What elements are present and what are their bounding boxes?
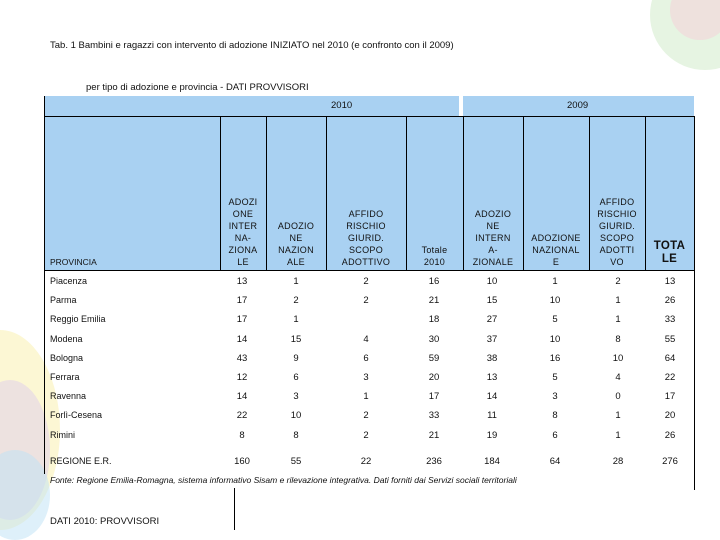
value-cell: 26: [664, 295, 676, 306]
value-cell: 13: [236, 276, 248, 287]
value-cell: 27: [486, 314, 498, 325]
value-cell: 22: [360, 456, 372, 467]
value-cell: 26: [664, 430, 676, 441]
value-cell: 28: [612, 456, 624, 467]
year-header-2010: 2010: [331, 100, 353, 111]
value-cell: 55: [290, 456, 302, 467]
value-cell: 14: [236, 334, 248, 345]
value-cell: 21: [428, 430, 440, 441]
column-header-adozione-internazionale-2009: ADOZIO NE INTERN A- ZIONALE: [472, 209, 514, 267]
year-header-2009: 2009: [567, 100, 589, 111]
province-cell: REGIONE E.R.: [50, 456, 112, 466]
value-cell: 12: [236, 372, 248, 383]
value-cell: 6: [363, 353, 369, 364]
value-cell: 59: [428, 353, 440, 364]
value-cell: 8: [552, 410, 558, 421]
value-cell: 18: [428, 314, 440, 325]
value-cell: 1: [293, 276, 299, 287]
column-header-affido-rischio-2009: AFFIDO RISCHIO GIURID. SCOPO ADOTTI VO: [597, 197, 637, 267]
value-cell: 33: [428, 410, 440, 421]
value-cell: 2: [363, 430, 369, 441]
value-cell: 15: [290, 334, 302, 345]
column-header-adozione-internazionale-2010: ADOZI ONE INTER NA- ZIONA LE: [228, 197, 258, 267]
value-cell: 17: [428, 391, 440, 402]
value-cell: 3: [363, 372, 369, 383]
value-cell: 8: [615, 334, 621, 345]
value-cell: 13: [486, 372, 498, 383]
value-cell: 4: [363, 334, 369, 345]
value-cell: 3: [552, 391, 558, 402]
grid-line: [234, 488, 235, 530]
value-cell: 13: [664, 276, 676, 287]
column-header-adozione-nazionale-2009: ADOZIONE NAZIONAL E: [531, 233, 581, 267]
value-cell: 5: [552, 314, 558, 325]
value-cell: 43: [236, 353, 248, 364]
value-cell: 10: [486, 276, 498, 287]
province-cell: Parma: [50, 295, 77, 305]
value-cell: 160: [234, 456, 250, 467]
value-cell: 1: [293, 314, 299, 325]
province-cell: Forlì-Cesena: [50, 410, 103, 420]
value-cell: 64: [664, 353, 676, 364]
value-cell: 11: [487, 410, 497, 421]
value-cell: 0: [615, 391, 621, 402]
grid-line: [44, 270, 694, 271]
source-footnote: Fonte: Regione Emilia-Romagna, sistema informativo Sisam e rilevazione integrativa. Dati forniti dai Servizi sociali territoriali: [50, 475, 517, 485]
provisional-data-note: DATI 2010: PROVVISORI: [50, 516, 160, 527]
column-header-affido-rischio-2010: AFFIDO RISCHIO GIURID. SCOPO ADOTTIVO: [341, 209, 391, 267]
table-title: Tab. 1 Bambini e ragazzi con intervento di adozione INIZIATO nel 2010 (e confronto con il 2009): [50, 40, 454, 51]
value-cell: 1: [615, 314, 621, 325]
value-cell: 2: [363, 276, 369, 287]
value-cell: 64: [549, 456, 561, 467]
value-cell: 15: [486, 295, 498, 306]
province-cell: Modena: [50, 334, 83, 344]
column-header-totale-2010: Totale 2010: [421, 245, 448, 267]
value-cell: 30: [428, 334, 440, 345]
year-band-2010: [44, 96, 459, 116]
value-cell: 1: [552, 276, 558, 287]
value-cell: 22: [236, 410, 248, 421]
province-cell: Ravenna: [50, 391, 87, 401]
grid-line: [44, 96, 45, 474]
grid-line: [44, 116, 694, 117]
value-cell: 184: [484, 456, 500, 467]
province-cell: Reggio Emilia: [50, 314, 106, 324]
province-cell: Piacenza: [50, 276, 88, 286]
value-cell: 4: [615, 372, 621, 383]
value-cell: 8: [293, 430, 299, 441]
value-cell: 2: [615, 276, 621, 287]
value-cell: 8: [239, 430, 245, 441]
value-cell: 14: [486, 391, 498, 402]
value-cell: 16: [428, 276, 440, 287]
value-cell: 2: [363, 410, 369, 421]
value-cell: 10: [549, 295, 561, 306]
value-cell: 14: [236, 391, 248, 402]
province-cell: Bologna: [50, 353, 84, 363]
value-cell: 236: [426, 456, 442, 467]
value-cell: 10: [612, 353, 624, 364]
value-cell: 10: [549, 334, 561, 345]
value-cell: 17: [236, 314, 248, 325]
value-cell: 6: [552, 430, 558, 441]
value-cell: 20: [664, 410, 676, 421]
value-cell: 5: [552, 372, 558, 383]
value-cell: 19: [486, 430, 498, 441]
value-cell: 1: [615, 410, 621, 421]
value-cell: 16: [549, 353, 561, 364]
value-cell: 3: [293, 391, 299, 402]
value-cell: 1: [615, 430, 621, 441]
value-cell: 38: [486, 353, 498, 364]
value-cell: 276: [662, 456, 678, 467]
value-cell: 22: [664, 372, 676, 383]
province-column-header: PROVINCIA: [50, 257, 97, 267]
value-cell: 9: [293, 353, 299, 364]
table-subtitle: per tipo di adozione e provincia - DATI PROVVISORI: [86, 82, 309, 93]
value-cell: 6: [293, 372, 299, 383]
value-cell: 2: [363, 295, 369, 306]
value-cell: 10: [290, 410, 302, 421]
value-cell: 2: [293, 295, 299, 306]
grid-line: [694, 116, 695, 490]
value-cell: 21: [428, 295, 440, 306]
value-cell: 1: [363, 391, 369, 402]
value-cell: 37: [486, 334, 498, 345]
province-cell: Ferrara: [50, 372, 80, 382]
province-cell: Rimini: [50, 430, 76, 440]
column-header-adozione-nazionale-2010: ADOZIO NE NAZION ALE: [277, 221, 315, 267]
value-cell: 33: [664, 314, 676, 325]
value-cell: 1: [615, 295, 621, 306]
value-cell: 55: [664, 334, 676, 345]
value-cell: 17: [236, 295, 248, 306]
value-cell: 20: [428, 372, 440, 383]
value-cell: 17: [664, 391, 676, 402]
column-header-totale-2009: TOTA LE: [653, 240, 686, 265]
